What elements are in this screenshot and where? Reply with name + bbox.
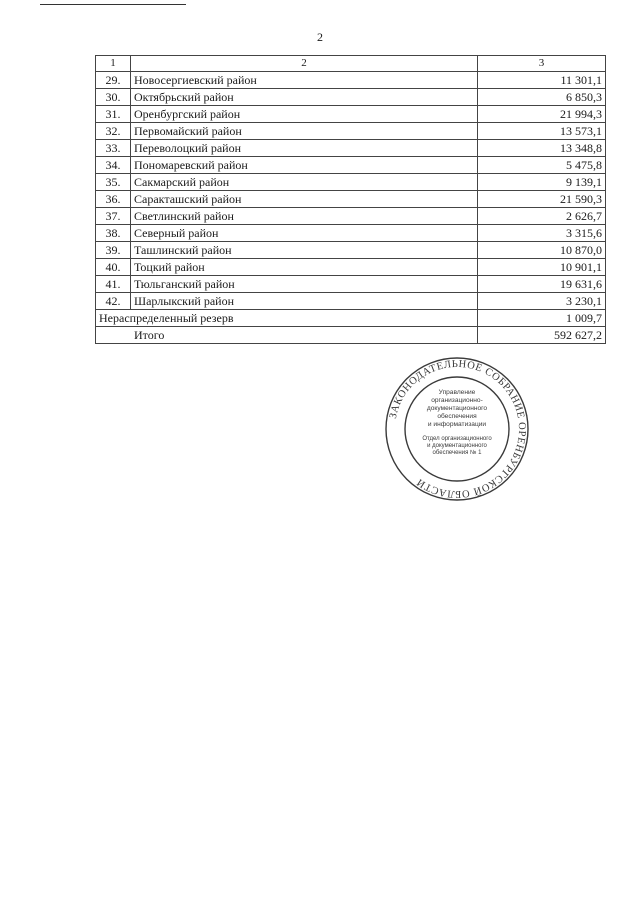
page-number: 2	[317, 30, 323, 44]
district-name: Пономаревский район	[131, 157, 478, 174]
svg-text:Управление: Управление	[438, 389, 476, 396]
district-name: Новосергиевский район	[131, 72, 478, 89]
table-row	[96, 174, 606, 191]
amount: 19 631,6	[478, 276, 606, 293]
total-label: Итого	[96, 327, 478, 344]
svg-text:организационно-: организационно-	[431, 397, 483, 404]
row-number: 30.	[96, 89, 131, 106]
official-stamp	[384, 356, 530, 502]
total-row	[96, 327, 606, 344]
stamp-outer-text: ЗАКОНОДАТЕЛЬНОЕ СОБРАНИЕ ОРЕНБУРГСКОЙ ОБЛАСТИ	[387, 358, 528, 500]
reserve-row	[96, 310, 606, 327]
row-number: 41.	[96, 276, 131, 293]
row-number: 40.	[96, 259, 131, 276]
district-name: Октябрьский район	[131, 89, 478, 106]
district-name: Тюльганский район	[131, 276, 478, 293]
table-row	[96, 123, 606, 140]
reserve-label: Нераспределенный резерв	[96, 310, 478, 327]
table-row	[96, 140, 606, 157]
stamp-inner-text	[422, 389, 492, 456]
amount: 6 850,3	[478, 89, 606, 106]
row-number: 34.	[96, 157, 131, 174]
row-number: 42.	[96, 293, 131, 310]
amount: 10 901,1	[478, 259, 606, 276]
allocation-table	[95, 55, 606, 344]
header-col-2: 2	[131, 56, 478, 72]
table-row	[96, 259, 606, 276]
district-name: Сакмарский район	[131, 174, 478, 191]
row-number: 37.	[96, 208, 131, 225]
table-row	[96, 106, 606, 123]
table-header-row	[96, 56, 606, 72]
amount: 5 475,8	[478, 157, 606, 174]
table-row	[96, 72, 606, 89]
table-row	[96, 191, 606, 208]
svg-text:и информатизации: и информатизации	[427, 421, 487, 428]
top-rule	[40, 4, 186, 5]
row-number: 31.	[96, 106, 131, 123]
table-row	[96, 89, 606, 106]
table-row	[96, 208, 606, 225]
amount: 9 139,1	[478, 174, 606, 191]
row-number: 29.	[96, 72, 131, 89]
svg-text:документационного: документационного	[426, 405, 488, 412]
svg-text:обеспечения № 1: обеспечения № 1	[432, 450, 482, 456]
table-row	[96, 157, 606, 174]
district-name: Переволоцкий район	[131, 140, 478, 157]
row-number: 38.	[96, 225, 131, 242]
district-name: Тоцкий район	[131, 259, 478, 276]
row-number: 36.	[96, 191, 131, 208]
table-row	[96, 225, 606, 242]
table-row	[96, 242, 606, 259]
district-name: Ташлинский район	[131, 242, 478, 259]
district-name: Саракташский район	[131, 191, 478, 208]
row-number: 33.	[96, 140, 131, 157]
table-row	[96, 276, 606, 293]
amount: 11 301,1	[478, 72, 606, 89]
header-col-1: 1	[96, 56, 131, 72]
amount: 21 994,3	[478, 106, 606, 123]
amount: 13 573,1	[478, 123, 606, 140]
row-number: 35.	[96, 174, 131, 191]
reserve-amount: 1 009,7	[478, 310, 606, 327]
svg-text:Отдел организационного: Отдел организационного	[422, 436, 492, 442]
amount: 3 315,6	[478, 225, 606, 242]
amount: 2 626,7	[478, 208, 606, 225]
row-number: 39.	[96, 242, 131, 259]
total-amount: 592 627,2	[478, 327, 606, 344]
amount: 10 870,0	[478, 242, 606, 259]
header-col-3: 3	[478, 56, 606, 72]
district-name: Светлинский район	[131, 208, 478, 225]
amount: 21 590,3	[478, 191, 606, 208]
svg-text:и документационного: и документационного	[427, 443, 487, 449]
amount: 3 230,1	[478, 293, 606, 310]
district-name: Северный район	[131, 225, 478, 242]
table-row	[96, 293, 606, 310]
row-number: 32.	[96, 123, 131, 140]
svg-text:обеспечения: обеспечения	[437, 413, 477, 420]
district-name: Первомайский район	[131, 123, 478, 140]
district-name: Шарлыкский район	[131, 293, 478, 310]
amount: 13 348,8	[478, 140, 606, 157]
stamp-outer-ring	[386, 358, 528, 500]
district-name: Оренбургский район	[131, 106, 478, 123]
